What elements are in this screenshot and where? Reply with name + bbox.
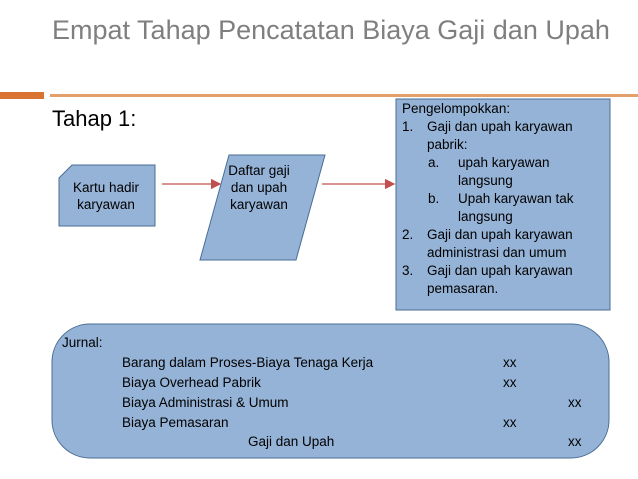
- grouping-list: [396, 99, 610, 310]
- journal-credit: xx: [568, 395, 582, 410]
- journal-entry: [0, 393, 638, 413]
- journal-entry: [0, 432, 638, 452]
- list-item: 3. Gaji dan upah karyawan pemasaran.: [402, 263, 573, 296]
- journal-label: Jurnal:: [62, 335, 103, 350]
- journal-debit: xx: [503, 375, 517, 390]
- list-subitem: a. upah karyawan langsung: [428, 155, 550, 188]
- journal-entry: [0, 413, 638, 433]
- grouping-heading: Pengelompokkan:: [402, 101, 511, 116]
- stage-label: Tahap 1:: [52, 106, 137, 131]
- list-item: 2. Gaji dan upah karyawan administrasi dan umum: [402, 227, 573, 260]
- source-document-label: Kartu hadir karyawan: [72, 180, 140, 212]
- journal-debit: xx: [503, 415, 517, 430]
- journal-account: Biaya Overhead Pabrik: [122, 375, 261, 390]
- journal-account: Gaji dan Upah: [248, 434, 335, 449]
- journal-entry: [0, 373, 638, 393]
- journal-account: Barang dalam Proses-Biaya Tenaga Kerja: [122, 355, 374, 370]
- journal-account: Biaya Pemasaran: [122, 415, 229, 430]
- journal-entry: [0, 353, 638, 373]
- journal-credit: xx: [568, 434, 582, 449]
- journal-account: Biaya Administrasi & Umum: [122, 395, 289, 410]
- slide-title: Empat Tahap Pencatatan Biaya Gaji dan Upah: [52, 15, 610, 45]
- list-item: 1. Gaji dan upah karyawan pabrik:: [402, 119, 573, 152]
- list-subitem: b. Upah karyawan tak langsung: [428, 191, 574, 224]
- payroll-document-label: Daftar gaji dan upah karyawan: [228, 163, 290, 212]
- journal-debit: xx: [503, 355, 517, 370]
